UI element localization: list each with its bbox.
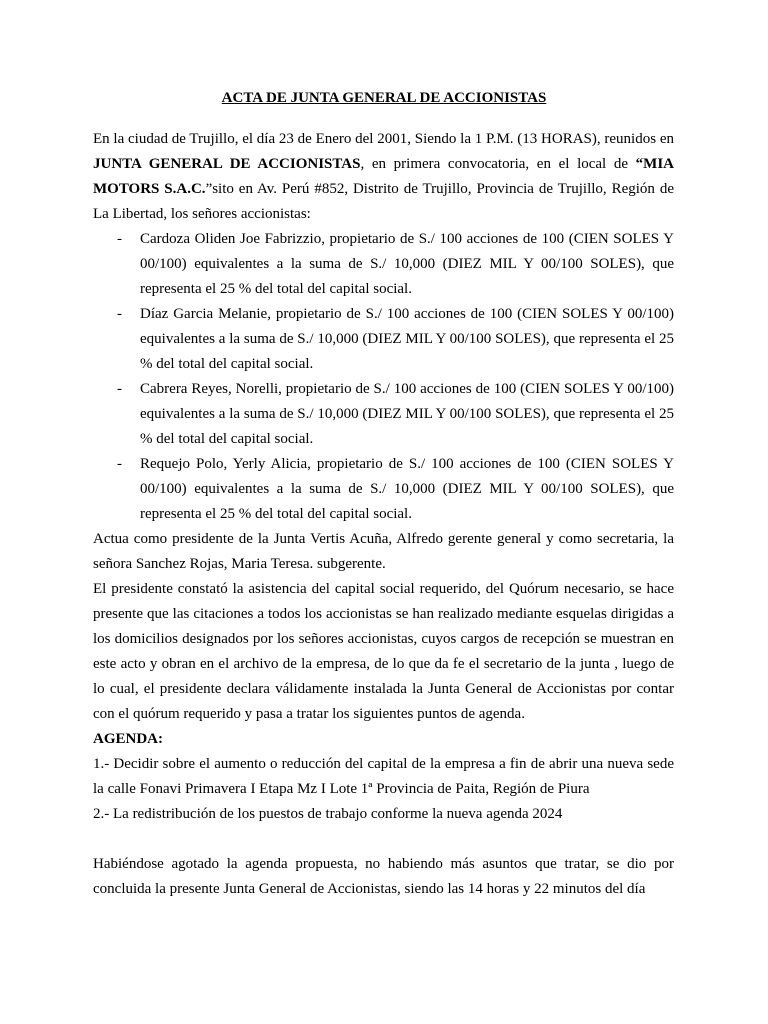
agenda-item-2: 2.- La redistribución de los puestos de trabajo conforme la nueva agenda 2024 — [93, 806, 563, 822]
shareholder-text: Díaz Garcia Melanie, propietario de S./ 100 acciones de 100 (CIEN SOLES Y 00/100) equivalentes a la suma de S./ 10,000 (DIEZ MIL Y 00/100 SOLES), que representa el 25 % del total del capital social. — [140, 306, 674, 372]
meeting-name: JUNTA GENERAL DE ACCIONISTAS — [93, 156, 361, 172]
intro-text-1: En la ciudad de Trujillo, el día 23 de Enero del 2001, Siendo la 1 P.M. (13 HORAS), reunidos en — [93, 131, 674, 147]
shareholder-text: Requejo Polo, Yerly Alicia, propietario de S./ 100 acciones de 100 (CIEN SOLES Y 00/100) equivalentes a la suma de S./ 10,000 (DIEZ MIL Y 00/100 SOLES), que representa el 25 % del total del capital social. — [140, 456, 674, 522]
agenda-item-1: 1.- Decidir sobre el aumento o reducción del capital de la empresa a fin de abrir una nueva sede la calle Fonavi Primavera I Etapa Mz I Lote 1ª Provincia de Paita, Región de Piura — [93, 756, 674, 797]
shareholder-text: Cardoza Oliden Joe Fabrizzio, propietario de S./ 100 acciones de 100 (CIEN SOLES Y 00/100) equivalentes a la suma de S./ 10,000 (DIEZ MIL Y 00/100 SOLES), que representa el 25 % del total del capital social. — [140, 231, 674, 297]
closing-paragraph: Habiéndose agotado la agenda propuesta, no habiendo más asuntos que tratar, se dio por concluida la presente Junta General de Accionistas, siendo las 14 horas y 22 minutos del día — [93, 856, 674, 897]
list-item — [93, 227, 674, 302]
list-item — [93, 377, 674, 452]
bullet-dash: - — [117, 231, 122, 247]
quorum-paragraph: El presidente constató la asistencia del capital social requerido, del Quórum necesario, se hace presente que las citaciones a todos los accionistas se han realizado mediante esquelas dirigidas a los domicilios designados por los señores accionistas, cuyos cargos de recepción se muestran en este acto y obran en el archivo de la empresa, de lo que da fe el secretario de la junta , luego de lo cual, el presidente declara válidamente instalada la Junta General de Accionistas por contar con el quórum requerido y pasa a tratar los siguientes puntos de agenda. — [93, 581, 674, 722]
document-title: ACTA DE JUNTA GENERAL DE ACCIONISTAS — [221, 90, 547, 106]
intro-text-2: , en primera convocatoria, en el local de — [360, 156, 636, 172]
president-paragraph: Actua como presidente de la Junta Vertis Acuña, Alfredo gerente general y como secretaria, la señora Sanchez Rojas, Maria Teresa. subgerente. — [93, 531, 674, 572]
bullet-dash: - — [117, 381, 122, 397]
shareholder-text: Cabrera Reyes, Norelli, propietario de S./ 100 acciones de 100 (CIEN SOLES Y 00/100) equivalentes a la suma de S./ 10,000 (DIEZ MIL Y 00/100 SOLES), que representa el 25 % del total del capital social. — [140, 381, 674, 447]
document-body — [93, 127, 674, 902]
intro-paragraph — [93, 127, 674, 227]
intro-text-3: ”sito en Av. Perú #852, Distrito de Trujillo, Provincia de Trujillo, Región de La Libertad, los señores accionistas: — [93, 181, 674, 222]
bullet-dash: - — [117, 306, 122, 322]
spacer — [93, 827, 674, 852]
agenda-heading: AGENDA: — [93, 731, 163, 747]
company-name: “MIA MOTORS S.A.C. — [93, 156, 674, 197]
list-item — [93, 302, 674, 377]
shareholder-list — [93, 227, 674, 527]
list-item — [93, 452, 674, 527]
bullet-dash: - — [117, 456, 122, 472]
